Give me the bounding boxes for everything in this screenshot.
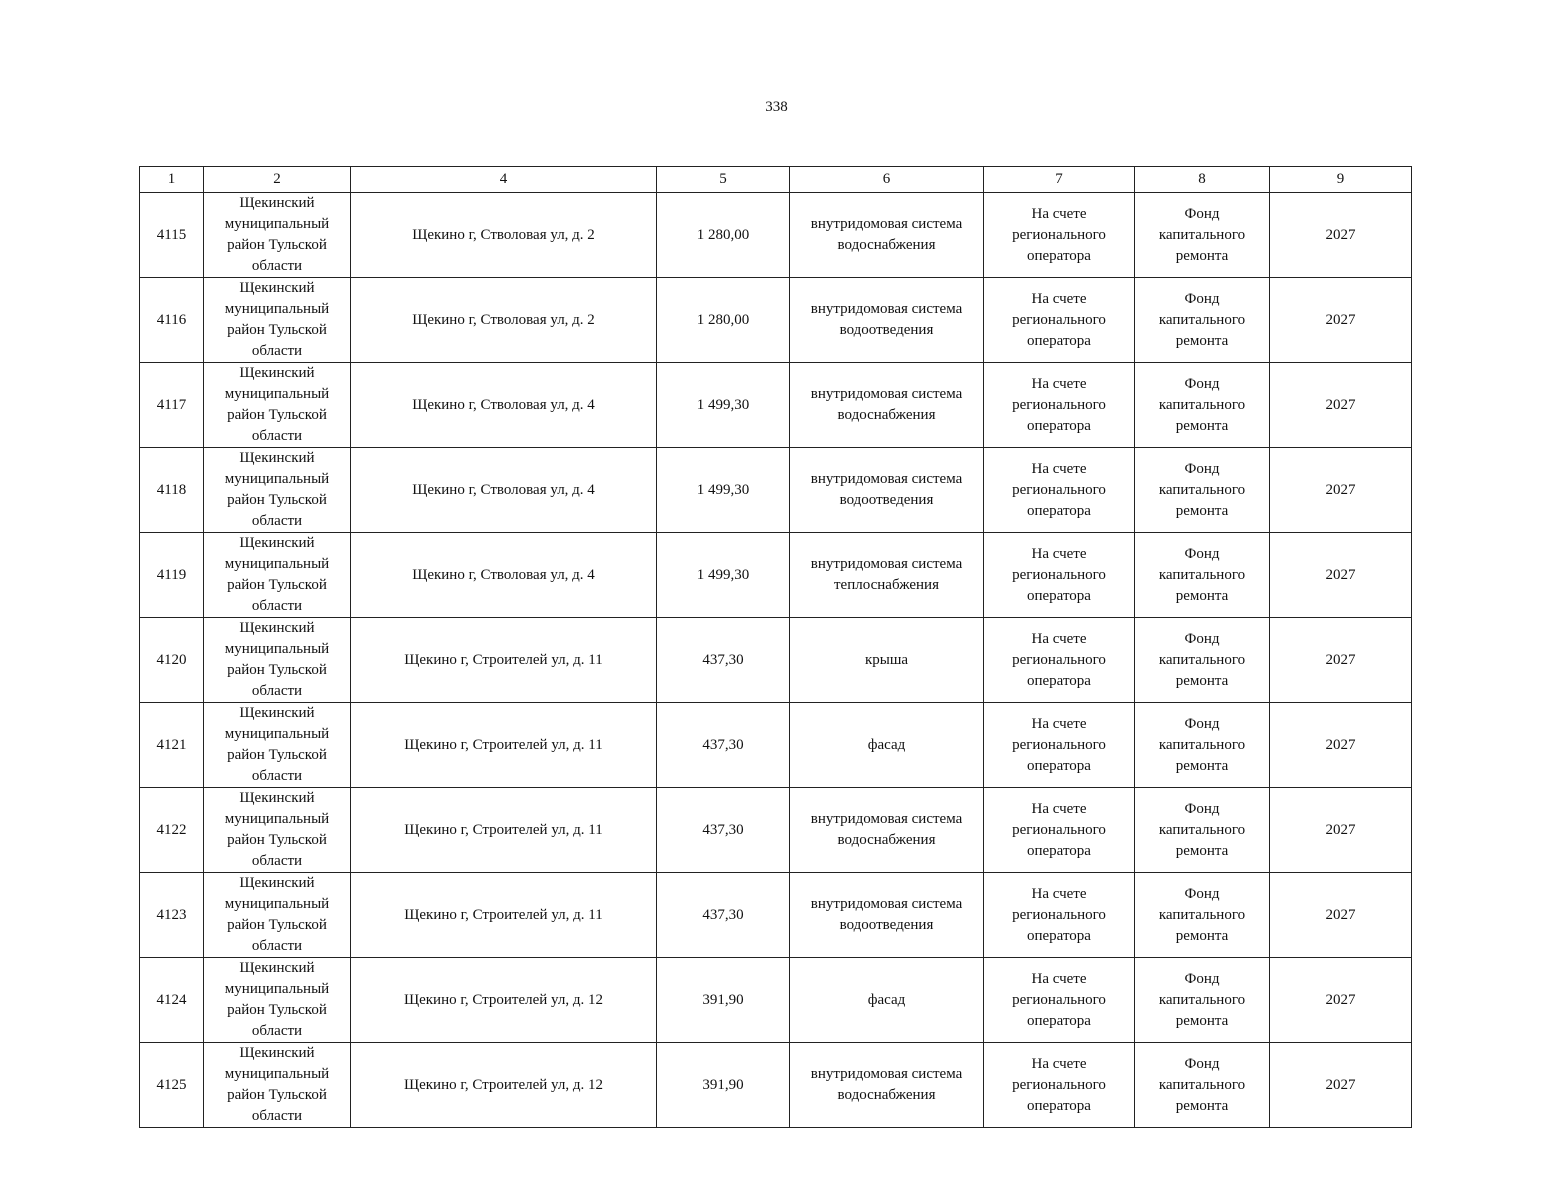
cell-number: 4119 [140, 533, 204, 618]
table-row [140, 448, 1412, 533]
cell-funding-method: На счете регионального оператора [984, 618, 1135, 703]
cell-area: 1 280,00 [657, 278, 790, 363]
cell-area: 391,90 [657, 958, 790, 1043]
cell-fund: Фонд капитального ремонта [1135, 278, 1270, 363]
column-header-funding-method: 7 [984, 167, 1135, 193]
table-row [140, 788, 1412, 873]
column-header-year: 9 [1270, 167, 1412, 193]
cell-year: 2027 [1270, 278, 1412, 363]
cell-fund: Фонд капитального ремонта [1135, 873, 1270, 958]
cell-fund: Фонд капитального ремонта [1135, 533, 1270, 618]
table-header [140, 167, 1412, 193]
cell-address: Щекино г, Стволовая ул, д. 2 [351, 193, 657, 278]
cell-funding-method: На счете регионального оператора [984, 703, 1135, 788]
cell-year: 2027 [1270, 533, 1412, 618]
cell-work-type: внутридомовая система водоснабжения [790, 193, 984, 278]
cell-address: Щекино г, Стволовая ул, д. 4 [351, 363, 657, 448]
cell-address: Щекино г, Строителей ул, д. 11 [351, 703, 657, 788]
cell-area: 1 499,30 [657, 533, 790, 618]
cell-area: 437,30 [657, 788, 790, 873]
table-row [140, 278, 1412, 363]
cell-municipality: Щекинский муниципальный район Тульской области [204, 703, 351, 788]
table-row [140, 618, 1412, 703]
cell-year: 2027 [1270, 958, 1412, 1043]
cell-address: Щекино г, Строителей ул, д. 11 [351, 873, 657, 958]
cell-number: 4115 [140, 193, 204, 278]
table-row [140, 703, 1412, 788]
cell-municipality: Щекинский муниципальный район Тульской области [204, 1043, 351, 1128]
cell-municipality: Щекинский муниципальный район Тульской области [204, 788, 351, 873]
cell-address: Щекино г, Стволовая ул, д. 4 [351, 448, 657, 533]
cell-number: 4122 [140, 788, 204, 873]
table-row [140, 958, 1412, 1043]
cell-address: Щекино г, Строителей ул, д. 11 [351, 788, 657, 873]
cell-number: 4120 [140, 618, 204, 703]
cell-number: 4121 [140, 703, 204, 788]
cell-area: 1 499,30 [657, 363, 790, 448]
table-row [140, 193, 1412, 278]
cell-municipality: Щекинский муниципальный район Тульской области [204, 363, 351, 448]
cell-address: Щекино г, Строителей ул, д. 11 [351, 618, 657, 703]
table-row [140, 363, 1412, 448]
cell-fund: Фонд капитального ремонта [1135, 363, 1270, 448]
cell-funding-method: На счете регионального оператора [984, 363, 1135, 448]
cell-number: 4118 [140, 448, 204, 533]
cell-area: 1 280,00 [657, 193, 790, 278]
cell-municipality: Щекинский муниципальный район Тульской области [204, 873, 351, 958]
cell-municipality: Щекинский муниципальный район Тульской области [204, 533, 351, 618]
table-row [140, 873, 1412, 958]
cell-municipality: Щекинский муниципальный район Тульской области [204, 958, 351, 1043]
cell-area: 437,30 [657, 618, 790, 703]
cell-funding-method: На счете регионального оператора [984, 788, 1135, 873]
cell-work-type: фасад [790, 703, 984, 788]
cell-year: 2027 [1270, 788, 1412, 873]
cell-municipality: Щекинский муниципальный район Тульской области [204, 448, 351, 533]
column-header-municipality: 2 [204, 167, 351, 193]
column-header-address: 4 [351, 167, 657, 193]
table-row [140, 533, 1412, 618]
column-header-number: 1 [140, 167, 204, 193]
cell-year: 2027 [1270, 1043, 1412, 1128]
cell-funding-method: На счете регионального оператора [984, 533, 1135, 618]
cell-funding-method: На счете регионального оператора [984, 1043, 1135, 1128]
column-header-area: 5 [657, 167, 790, 193]
table-row [140, 1043, 1412, 1128]
cell-year: 2027 [1270, 448, 1412, 533]
cell-work-type: внутридомовая система водоснабжения [790, 788, 984, 873]
cell-work-type: внутридомовая система водоотведения [790, 278, 984, 363]
cell-address: Щекино г, Строителей ул, д. 12 [351, 958, 657, 1043]
cell-fund: Фонд капитального ремонта [1135, 448, 1270, 533]
cell-number: 4117 [140, 363, 204, 448]
cell-number: 4124 [140, 958, 204, 1043]
cell-year: 2027 [1270, 703, 1412, 788]
cell-area: 391,90 [657, 1043, 790, 1128]
cell-year: 2027 [1270, 618, 1412, 703]
column-header-work-type: 6 [790, 167, 984, 193]
cell-address: Щекино г, Стволовая ул, д. 4 [351, 533, 657, 618]
cell-work-type: внутридомовая система водоснабжения [790, 1043, 984, 1128]
cell-fund: Фонд капитального ремонта [1135, 1043, 1270, 1128]
cell-area: 1 499,30 [657, 448, 790, 533]
cell-area: 437,30 [657, 703, 790, 788]
cell-municipality: Щекинский муниципальный район Тульской области [204, 278, 351, 363]
cell-funding-method: На счете регионального оператора [984, 958, 1135, 1043]
cell-work-type: крыша [790, 618, 984, 703]
cell-work-type: фасад [790, 958, 984, 1043]
cell-address: Щекино г, Стволовая ул, д. 2 [351, 278, 657, 363]
cell-funding-method: На счете регионального оператора [984, 448, 1135, 533]
cell-funding-method: На счете регионального оператора [984, 873, 1135, 958]
cell-work-type: внутридомовая система водоотведения [790, 448, 984, 533]
header-row [140, 167, 1412, 193]
cell-year: 2027 [1270, 363, 1412, 448]
cell-work-type: внутридомовая система теплоснабжения [790, 533, 984, 618]
cell-municipality: Щекинский муниципальный район Тульской области [204, 618, 351, 703]
cell-fund: Фонд капитального ремонта [1135, 193, 1270, 278]
cell-address: Щекино г, Строителей ул, д. 12 [351, 1043, 657, 1128]
page-number: 338 [765, 99, 788, 115]
table-body [140, 193, 1412, 1128]
column-header-fund: 8 [1135, 167, 1270, 193]
registry-table [139, 166, 1412, 1128]
cell-number: 4123 [140, 873, 204, 958]
cell-work-type: внутридомовая система водоснабжения [790, 363, 984, 448]
cell-funding-method: На счете регионального оператора [984, 193, 1135, 278]
cell-fund: Фонд капитального ремонта [1135, 618, 1270, 703]
cell-number: 4125 [140, 1043, 204, 1128]
cell-area: 437,30 [657, 873, 790, 958]
cell-fund: Фонд капитального ремонта [1135, 788, 1270, 873]
cell-funding-method: На счете регионального оператора [984, 278, 1135, 363]
cell-year: 2027 [1270, 193, 1412, 278]
cell-work-type: внутридомовая система водоотведения [790, 873, 984, 958]
cell-year: 2027 [1270, 873, 1412, 958]
cell-municipality: Щекинский муниципальный район Тульской области [204, 193, 351, 278]
cell-number: 4116 [140, 278, 204, 363]
cell-fund: Фонд капитального ремонта [1135, 958, 1270, 1043]
cell-fund: Фонд капитального ремонта [1135, 703, 1270, 788]
